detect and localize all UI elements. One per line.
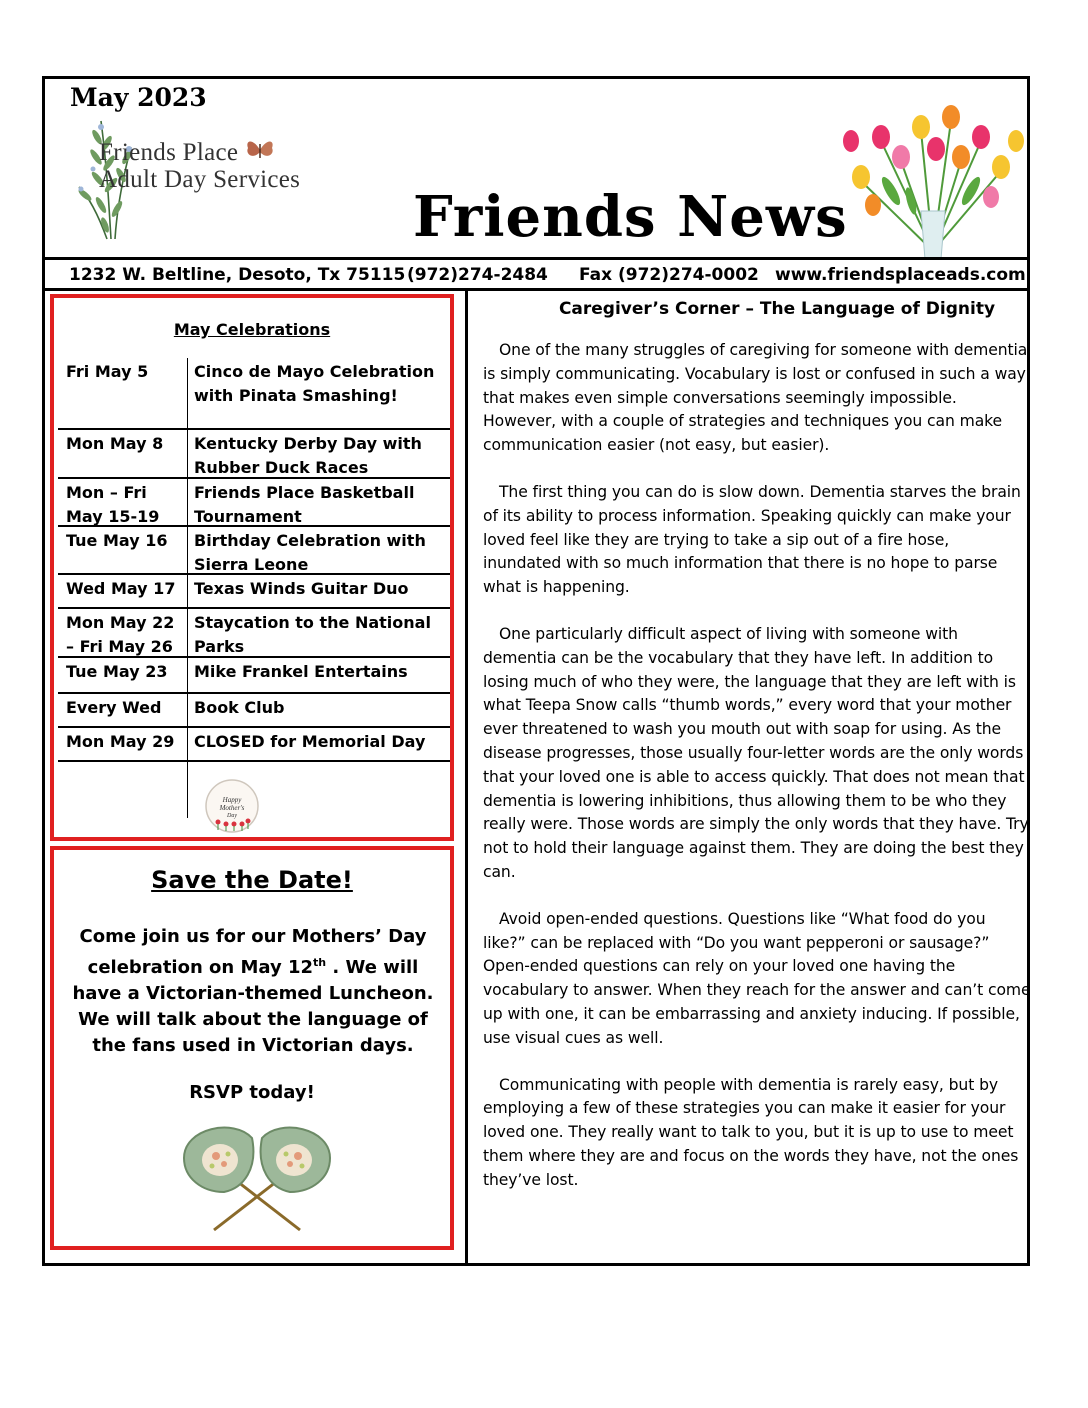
tulip-bouquet-icon [841,101,1025,261]
table-row [58,430,450,479]
body-text-2: . We will have a Victorian-themed Luncheon. We will talk about the language of the fans used in Victorian days. [72,957,434,1056]
caregivers-corner-article [483,299,1031,1216]
row-date: Mon May 22 – Fri May 26 [66,613,175,656]
row-event: Kentucky Derby Day with Rubber Duck Races [194,434,422,477]
row-event: Texas Winds Guitar Duo [194,579,409,598]
butterfly-icon [245,138,275,162]
column-divider [465,291,468,1266]
row-event: Book Club [194,698,285,717]
row-date: Mon May 8 [66,434,164,453]
celebrations-box [50,294,454,841]
table-row [58,479,450,527]
save-the-date-heading: Save the Date! [151,866,353,894]
table-row [58,728,450,762]
table-row [58,575,450,609]
row-event: Mike Frankel Entertains [194,662,408,681]
row-date: Fri May 5 [66,362,149,381]
row-date: Every Wed [66,698,162,717]
website-link[interactable]: www.friendsplaceads.com [775,265,1026,285]
mothers-day-badge-icon [204,778,260,834]
table-row [58,358,450,430]
table-row [58,658,450,694]
rsvp-text: RSVP today! [189,1082,315,1103]
row-date: Mon May 29 [66,732,175,751]
body-text-1: Come join us for our Mothers’ Day celebration on May 12 [79,926,427,978]
masthead [45,79,1027,257]
address: 1232 W. Beltline, Desoto, Tx 75115 [69,265,406,285]
article-paragraph: One of the many struggles of caregiving for someone with dementia is simply communicating. Vocabulary is lost or confused in such a way that makes even simple conversations seemingly impossible. However, with a couple of strategies and techniques you can make communication easier (not easy, but easier). [483,341,1028,455]
row-event: Friends Place Basketball Tournament [194,483,415,526]
row-date: Wed May 17 [66,579,176,598]
row-event: Birthday Celebration with Sierra Leone [194,531,426,574]
logo-line-1: Friends Place [99,139,239,166]
table-row [58,527,450,575]
contact-bar [45,257,1027,291]
svg-text:Mother's: Mother's [219,804,245,812]
article-paragraph: Avoid open-ended questions. Questions like “What food do you like?” can be replaced with “Do you want pepperoni or sausage?” Open-ended questions can rely on your loved one having the vocabulary to answer. When they reach for the answer and can’t come up with one, it can be embarrassing and anxiety inducing. If possible, use visual cues as well. [483,909,1031,1047]
ordinal-suffix: th [313,956,327,969]
article-paragraph: One particularly difficult aspect of living with someone with dementia can be the vocabulary that they have left. In addition to losing much of who they were, the language that they are left with is what Teepa Snow calls “thumb words,” every word that your mother ever threatened to wash you mouth out with soap for using. As the disease progresses, those usually four-letter words are the only words that your loved one is able to access quickly. That does not mean that dementia is lowering inhibitions, thus allowing them to be who they really were. Those words are simply the only words that they have. Try not to hold their language against them. They are doing the best they can. [483,624,1029,881]
svg-text:Day: Day [227,813,237,819]
article-paragraph: The first thing you can do is slow down. Dementia starves the brain of its ability to process information. Speaking quickly can make your loved feel like they are trying to take a sip out of a fire hose, inundated with so much information that there is no hope to parse what is happening. [483,482,1021,597]
table-row [58,694,450,728]
victorian-fans-icon [174,1118,340,1236]
row-date: Tue May 16 [66,531,168,550]
newsletter-title: Friends News [413,184,848,250]
svg-text:Happy: Happy [222,796,242,804]
issue-date: May 2023 [70,83,207,112]
row-event: Staycation to the National Parks [194,613,431,656]
logo-line-2: Adult Day Services [99,166,301,193]
save-the-date-body [68,924,438,1059]
save-the-date-box [50,846,454,1250]
celebrations-heading: May Celebrations [173,320,331,339]
newsletter-frame [42,76,1030,1266]
row-date: Tue May 23 [66,662,168,681]
article-paragraph: Communicating with people with dementia is rarely easy, but by employing a few of these strategies you can make it easier for your loved one. They really want to talk to you, but it is up to use to meet them where they are and focus on the words they have, not the ones they’ve lost. [483,1075,1019,1189]
fax-number: Fax (972)274-0002 [579,265,759,285]
phone-number: (972)274-2484 [407,265,548,285]
table-row [58,609,450,658]
row-date: Mon – Fri May 15-19 [66,483,160,526]
row-event: Cinco de Mayo Celebration with Pinata Smashing! [194,362,435,405]
article-heading: Caregiver’s Corner – The Language of Dignity [558,299,996,319]
row-event: CLOSED for Memorial Day [194,732,426,751]
